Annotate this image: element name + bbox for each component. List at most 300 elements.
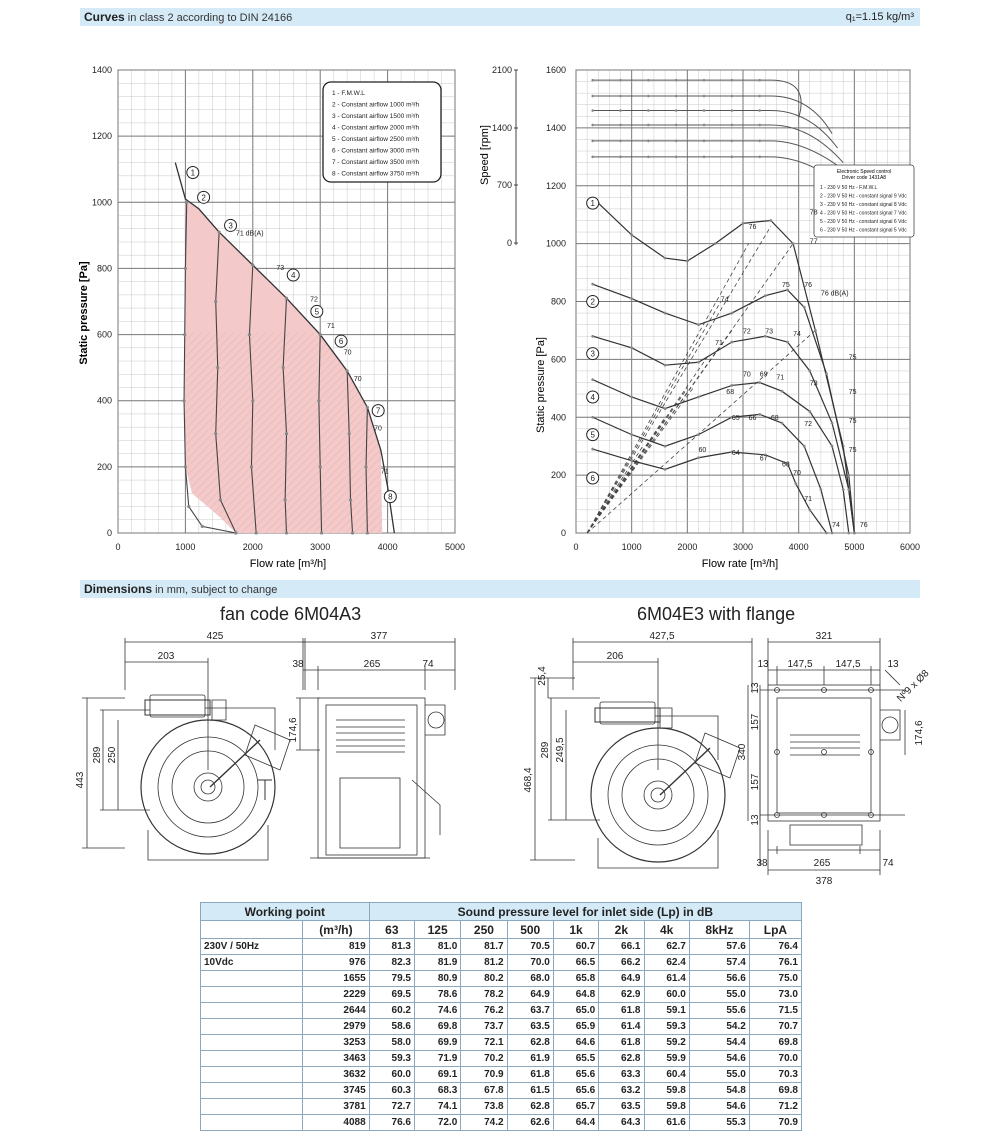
db-label: 70 <box>374 425 382 433</box>
row-value: 65.0 <box>553 1003 598 1019</box>
row-value: 79.5 <box>369 971 414 987</box>
row-label <box>201 1083 303 1099</box>
curve-marker-label: 1 <box>590 199 595 209</box>
row-value: 65.5 <box>553 1051 598 1067</box>
speed-point <box>591 95 594 98</box>
right-chart-legend <box>814 165 914 237</box>
row-value: 55.6 <box>689 1003 749 1019</box>
curve-point <box>714 242 717 245</box>
row-value: 75.0 <box>749 971 801 987</box>
db-label: 64 <box>731 449 740 457</box>
row-value: 81.9 <box>415 955 461 971</box>
col-label-empty <box>201 921 303 939</box>
right-dimension-title: 6M04E3 with flange <box>637 604 796 624</box>
row-value: 59.8 <box>644 1099 689 1115</box>
speed-point <box>619 79 622 82</box>
dim-ls-right: 74 <box>422 659 434 670</box>
x-tick-label: 3000 <box>310 542 331 552</box>
curve-point <box>842 488 845 491</box>
col-header: 2k <box>599 921 644 939</box>
db-label: 74 <box>720 296 729 304</box>
dim-rs-h13a: 13 <box>750 682 761 694</box>
curve-marker-label: 2 <box>201 193 206 203</box>
legend-entry: 1 - F.M.W.L <box>332 90 365 97</box>
curve-point <box>808 410 811 413</box>
db-label: 77 <box>809 238 818 246</box>
x-tick-label: 4000 <box>788 542 809 552</box>
row-flow: 3632 <box>303 1067 369 1083</box>
table-row <box>201 1003 802 1019</box>
row-value: 62.4 <box>644 955 689 971</box>
row-value: 64.9 <box>507 987 553 1003</box>
row-value: 70.2 <box>461 1051 507 1067</box>
curve-point <box>591 416 594 419</box>
row-value: 59.3 <box>644 1019 689 1035</box>
curve-point <box>847 532 850 535</box>
db-label: 75 <box>848 389 857 397</box>
db-label: 75 <box>781 282 790 290</box>
curves-subtitle: in class 2 according to DIN 24166 <box>124 12 293 24</box>
speed-point <box>647 79 650 82</box>
legend-entry: 1 - 230 V 50 Hz - F.M.W.L <box>820 185 878 191</box>
row-value: 74.1 <box>415 1099 461 1115</box>
curve-point <box>214 300 217 303</box>
right-legend-title1: Electronic Speed control <box>836 169 892 175</box>
right-chart-ylabel: Static pressure [Pa] <box>535 337 547 433</box>
row-value: 70.9 <box>461 1067 507 1083</box>
dim-rs-h157a: 157 <box>750 713 761 731</box>
db-label: 68 <box>726 389 735 397</box>
table-body <box>201 939 802 1131</box>
speed-point <box>731 124 734 127</box>
right-chart-xlabel: Flow rate [m³/h] <box>701 558 779 570</box>
curve-point <box>255 531 258 534</box>
col-header: 63 <box>369 921 414 939</box>
legend-entry: 3 - 230 V 50 Hz - constant signal 8 Vdc <box>820 202 907 208</box>
right-legend-title2: Driver code 1431A8 <box>841 175 887 181</box>
row-label <box>201 1035 303 1051</box>
db-label: 75 <box>848 354 857 362</box>
x-tick-label: 0 <box>573 542 579 552</box>
row-value: 73.8 <box>461 1099 507 1115</box>
row-value: 66.2 <box>599 955 644 971</box>
table-column-row <box>201 921 802 939</box>
row-value: 58.0 <box>369 1035 414 1051</box>
y-tick-label: 800 <box>96 263 112 274</box>
col-header: 250 <box>461 921 507 939</box>
row-value: 65.6 <box>553 1083 598 1099</box>
row-label <box>201 1099 303 1115</box>
curve-point <box>803 445 806 448</box>
curve-point <box>366 531 369 534</box>
legend-entry: 7 - Constant airflow 3500 m³/h <box>332 159 420 166</box>
speed-point <box>619 95 622 98</box>
y-tick-label: 0 <box>106 528 112 538</box>
row-value: 54.4 <box>689 1035 749 1051</box>
db-label: 60 <box>698 446 707 454</box>
x-tick-label: 1000 <box>621 542 642 552</box>
x-tick-label: 2000 <box>242 542 263 552</box>
row-value: 64.6 <box>553 1035 598 1051</box>
curve-point <box>282 366 285 369</box>
header-working-point: Working point <box>201 903 370 921</box>
y-tick-label: 1600 <box>545 65 566 75</box>
curve-point <box>218 230 221 233</box>
row-value: 61.5 <box>507 1083 553 1099</box>
row-flow: 2644 <box>303 1003 369 1019</box>
row-value: 61.4 <box>599 1019 644 1035</box>
row-value: 65.8 <box>553 971 598 987</box>
curve-marker-label: 7 <box>375 406 381 416</box>
x-tick-label: 0 <box>115 542 121 552</box>
row-value: 61.8 <box>507 1067 553 1083</box>
row-value: 59.3 <box>369 1051 414 1067</box>
speed-point <box>675 109 678 112</box>
row-value: 76.1 <box>749 955 801 971</box>
dimension-drawings <box>0 630 1000 890</box>
row-value: 64.8 <box>553 987 598 1003</box>
curve-marker-label: 6 <box>590 474 595 484</box>
curve-point <box>319 333 322 336</box>
speed-point <box>758 109 761 112</box>
dim-rs-h340: 340 <box>737 743 748 761</box>
speed-point <box>591 109 594 112</box>
speed-point <box>647 95 650 98</box>
row-value: 54.8 <box>689 1083 749 1099</box>
curve-point <box>664 468 667 471</box>
db-label: 70 <box>793 470 801 478</box>
curve-point <box>317 399 320 402</box>
col-header: 125 <box>415 921 461 939</box>
speed-point <box>731 140 734 143</box>
curve-point <box>664 312 667 315</box>
db-label: 73 <box>765 328 774 336</box>
legend-entry: 5 - 230 V 50 Hz - constant signal 6 Vdc <box>820 219 907 225</box>
row-label: 230V / 50Hz <box>201 939 303 955</box>
row-value: 70.0 <box>507 955 553 971</box>
row-label <box>201 1003 303 1019</box>
speed-point <box>758 140 761 143</box>
row-flow: 2229 <box>303 987 369 1003</box>
dim-rf-top: 25,4 <box>537 666 548 686</box>
left-chart-legend <box>323 82 441 182</box>
row-flow: 2979 <box>303 1019 369 1035</box>
col-header: (m³/h) <box>303 921 369 939</box>
curve-point <box>781 390 784 393</box>
row-value: 72.7 <box>369 1099 414 1115</box>
col-header: LpA <box>749 921 801 939</box>
table-row <box>201 955 802 971</box>
curve-point <box>664 257 667 260</box>
speed-point <box>619 109 622 112</box>
speed-point <box>675 140 678 143</box>
db-label: 70 <box>743 371 751 379</box>
db-label: 73 <box>276 265 285 273</box>
curve-point <box>285 432 288 435</box>
dim-rs-b265: 265 <box>813 858 831 869</box>
row-value: 71.5 <box>749 1003 801 1019</box>
curve-point <box>769 219 772 222</box>
row-value: 76.4 <box>749 939 801 955</box>
db-label: 74 <box>832 522 840 530</box>
row-value: 78.6 <box>415 987 461 1003</box>
row-value: 58.6 <box>369 1019 414 1035</box>
curve-point <box>351 531 354 534</box>
curve-point <box>630 234 633 237</box>
row-flow: 3253 <box>303 1035 369 1051</box>
speed-point <box>675 95 678 98</box>
row-value: 61.4 <box>644 971 689 987</box>
row-value: 60.0 <box>644 987 689 1003</box>
row-value: 70.0 <box>749 1051 801 1067</box>
row-value: 70.9 <box>749 1115 801 1131</box>
x-tick-label: 6000 <box>899 542 921 552</box>
row-value: 67.8 <box>461 1083 507 1099</box>
dim-rs-b38: 38 <box>756 858 768 869</box>
speed-tick-label: 700 <box>496 180 512 190</box>
db-label: 71 <box>804 496 813 504</box>
db-label: 78 <box>809 209 818 217</box>
curve-point <box>320 531 323 534</box>
dim-rs-h13b: 13 <box>750 814 761 826</box>
table-row <box>201 1067 802 1083</box>
curve-point <box>219 498 222 501</box>
dim-ls-left: 38 <box>292 659 304 670</box>
curve-point <box>591 335 594 338</box>
curve-point <box>697 323 700 326</box>
dim-rf-total: 468,4 <box>523 767 534 793</box>
speed-point <box>731 156 734 159</box>
speed-point <box>758 79 761 82</box>
row-value: 64.3 <box>599 1115 644 1131</box>
speed-point <box>758 156 761 159</box>
left-chart-xlabel: Flow rate [m³/h] <box>249 558 327 570</box>
speed-point <box>675 124 678 127</box>
row-value: 69.5 <box>369 987 414 1003</box>
row-value: 81.0 <box>415 939 461 955</box>
curve-point <box>764 294 767 297</box>
row-value: 54.6 <box>689 1051 749 1067</box>
row-value: 65.6 <box>553 1067 598 1083</box>
row-value: 57.6 <box>689 939 749 955</box>
row-value: 73.0 <box>749 987 801 1003</box>
row-value: 61.6 <box>644 1115 689 1131</box>
row-label <box>201 1019 303 1035</box>
x-tick-label: 5000 <box>844 542 865 552</box>
curve-point <box>742 222 745 225</box>
row-value: 82.3 <box>369 955 414 971</box>
row-value: 68.3 <box>415 1083 461 1099</box>
y-tick-label: 1400 <box>91 65 112 75</box>
db-label: 76 dB(A) <box>820 290 849 298</box>
legend-entry: 5 - Constant airflow 2500 m³/h <box>332 136 420 143</box>
db-label: 72 <box>804 420 813 428</box>
row-value: 70.7 <box>749 1019 801 1035</box>
db-label: 76 <box>859 522 868 530</box>
curve-point <box>201 525 204 528</box>
curve-point <box>792 242 795 245</box>
row-value: 55.0 <box>689 1067 749 1083</box>
row-value: 80.9 <box>415 971 461 987</box>
legend-entry: 6 - 230 V 50 Hz - constant signal 5 Vdc <box>820 227 907 234</box>
y-tick-label: 600 <box>550 354 566 365</box>
header-sound-pressure: Sound pressure level for inlet side (Lp) in dB <box>369 903 801 921</box>
curve-point <box>251 399 254 402</box>
curve-point <box>630 396 633 399</box>
dimensions-title: Dimensions <box>84 582 153 596</box>
row-value: 60.0 <box>369 1067 414 1083</box>
row-value: 61.8 <box>599 1003 644 1019</box>
y-tick-label: 200 <box>96 461 112 472</box>
row-value: 65.7 <box>553 1099 598 1115</box>
curve-point <box>831 445 834 448</box>
curve-point <box>847 488 850 491</box>
curve-point <box>814 329 817 332</box>
row-value: 65.9 <box>553 1019 598 1035</box>
row-value: 63.5 <box>599 1099 644 1115</box>
db-label: 74 <box>793 331 801 339</box>
speed-point <box>675 156 678 159</box>
row-value: 60.4 <box>644 1067 689 1083</box>
curve-point <box>803 306 806 309</box>
curve-point <box>630 459 633 462</box>
curve-point <box>786 341 789 344</box>
row-label <box>201 1067 303 1083</box>
dim-rf-h2: 249,5 <box>555 737 566 763</box>
row-value: 62.8 <box>507 1035 553 1051</box>
curve-marker-label: 2 <box>590 297 595 307</box>
curve-point <box>349 498 352 501</box>
curve-marker-label: 5 <box>590 430 595 440</box>
table-row <box>201 939 802 955</box>
curve-point <box>664 407 667 410</box>
db-label: 75 <box>848 446 857 454</box>
row-value: 61.9 <box>507 1051 553 1067</box>
table-row <box>201 1051 802 1067</box>
curve-point <box>630 346 633 349</box>
row-value: 63.5 <box>507 1019 553 1035</box>
db-label: 71 <box>326 322 335 330</box>
speed-point <box>703 140 706 143</box>
y-tick-label: 1400 <box>545 122 566 133</box>
row-value: 74.2 <box>461 1115 507 1131</box>
speed-tick-label: 1400 <box>491 123 512 133</box>
db-label: 76 <box>748 224 757 232</box>
row-value: 59.8 <box>644 1083 689 1099</box>
db-label: 70 <box>343 349 352 357</box>
curve-point <box>697 433 700 436</box>
col-header: 500 <box>507 921 553 939</box>
curve-point <box>697 456 700 459</box>
col-header: 1k <box>553 921 598 939</box>
curve-point <box>184 267 187 270</box>
dim-rs-h157b: 157 <box>750 773 761 791</box>
speed-point <box>758 124 761 127</box>
right-performance-chart <box>478 55 928 580</box>
db-label: 71 <box>715 339 723 347</box>
db-label: 76 <box>804 282 813 290</box>
db-label: 75 <box>848 418 857 426</box>
row-value: 63.3 <box>599 1067 644 1083</box>
row-value: 56.6 <box>689 971 749 987</box>
curve-point <box>630 297 633 300</box>
x-tick-label: 2000 <box>677 542 698 552</box>
curve-point <box>364 465 367 468</box>
dim-ls-h: 174,6 <box>288 717 299 743</box>
dim-rf-h1: 289 <box>540 741 551 759</box>
row-value: 70.5 <box>507 939 553 955</box>
speed-point <box>647 156 650 159</box>
curve-marker-label: 4 <box>291 271 296 281</box>
curve-marker-label: 3 <box>228 221 233 231</box>
left-performance-chart <box>70 55 490 580</box>
dim-rs-s3: 147,5 <box>835 659 861 670</box>
air-density: q₁=1.15 kg/m³ <box>845 11 914 23</box>
curve-point <box>346 369 349 372</box>
row-flow: 819 <box>303 939 369 955</box>
curve-point <box>730 341 733 344</box>
dim-lf-h2: 250 <box>107 746 118 764</box>
speed-point <box>591 79 594 82</box>
speed-point <box>703 79 706 82</box>
col-header: 8kHz <box>689 921 749 939</box>
speed-point <box>591 140 594 143</box>
curve-point <box>781 422 784 425</box>
curve-point <box>250 465 253 468</box>
dim-lf-h1: 289 <box>92 746 103 764</box>
row-value: 57.4 <box>689 955 749 971</box>
dim-rs-s1: 13 <box>757 659 769 670</box>
speed-point <box>591 156 594 159</box>
legend-entry: 4 - 230 V 50 Hz - constant signal 7 Vdc <box>820 210 907 217</box>
curve-point <box>214 432 217 435</box>
curve-point <box>234 531 237 534</box>
curves-title: Curves <box>84 10 125 24</box>
row-value: 60.2 <box>369 1003 414 1019</box>
row-value: 81.2 <box>461 955 507 971</box>
curve-point <box>697 361 700 364</box>
speed-point <box>703 95 706 98</box>
row-value: 55.0 <box>689 987 749 1003</box>
speed-point <box>619 124 622 127</box>
row-label <box>201 1051 303 1067</box>
curve-point <box>319 465 322 468</box>
speed-point <box>647 140 650 143</box>
db-label: 71 <box>776 374 785 382</box>
right-chart-speed-label: Speed [rpm] <box>479 125 491 185</box>
dim-lf-total: 443 <box>75 771 86 789</box>
curve-point <box>847 474 850 477</box>
row-value: 60.3 <box>369 1083 414 1099</box>
dim-lf-half: 203 <box>157 651 175 662</box>
db-label: 72 <box>743 328 751 336</box>
x-tick-label: 1000 <box>175 542 196 552</box>
table-row <box>201 1099 802 1115</box>
curve-point <box>187 505 190 508</box>
legend-entry: 4 - Constant airflow 2000 m³/h <box>332 124 420 132</box>
speed-point <box>703 124 706 127</box>
curve-point <box>591 378 594 381</box>
dimensions-subtitle: in mm, subject to change <box>152 584 278 596</box>
curves-header <box>80 8 920 26</box>
table-row <box>201 1035 802 1051</box>
curve-point <box>185 201 188 204</box>
curve-point <box>664 364 667 367</box>
curve-point <box>591 448 594 451</box>
db-label: 71 <box>380 468 389 476</box>
dim-rs-holes: Nº9 x Ø8 <box>895 668 932 705</box>
curve-point <box>831 532 834 535</box>
